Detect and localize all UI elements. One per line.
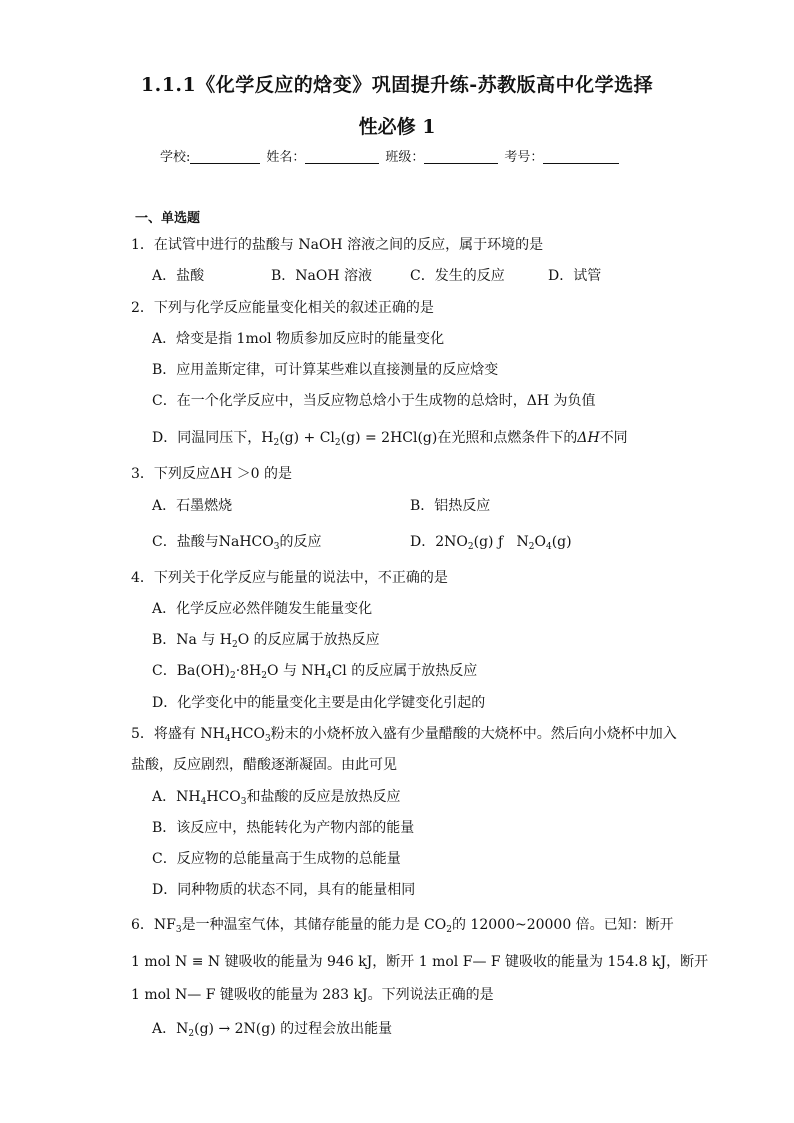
- q5-stem-line1: 5．将盛有 $NH_4HCO_3$粉末的小烧杯放入盛有少量醋酸的大烧杯中。然后向小烧杯中加入: [131, 726, 677, 744]
- q4-option-d: D．化学变化中的能量变化主要是由化学键变化引起的: [152, 695, 486, 711]
- q1-option-b: B．NaOH 溶液: [271, 268, 373, 284]
- q1-option-c: C．发生的反应: [410, 268, 505, 284]
- q6-option-a: A．$N_2(g) \to 2N(g)$ 的过程会放出能量: [152, 1021, 393, 1039]
- class-blank[interactable]: [424, 149, 498, 164]
- q4-stem: 4．下列关于化学反应与能量的说法中，不正确的是: [131, 570, 448, 586]
- document-title-line2: 性必修 1: [358, 116, 436, 138]
- name-blank[interactable]: [305, 149, 379, 164]
- q5-option-d: D．同种物质的状态不同，具有的能量相同: [152, 882, 416, 898]
- name-label: 姓名：: [266, 150, 306, 165]
- q6-stem-line2: 1 mol N ≡ N 键吸收的能量为 946 kJ，断开 1 mol F— F 键吸收的能量为 154.8 kJ，断开: [131, 954, 709, 970]
- q2-option-d: D．同温同压下，$H_2(g) + Cl_2(g) = 2HCl(g)$在光照和点燃条件下的ΔH不同: [152, 430, 628, 448]
- q1-option-d: D．试管: [548, 268, 602, 284]
- q2-stem: 2．下列与化学反应能量变化相关的叙述正确的是: [131, 300, 434, 316]
- q4-option-a: A．化学反应必然伴随发生能量变化: [152, 601, 373, 617]
- exam-number-blank[interactable]: [543, 149, 619, 164]
- q2-option-c: C．在一个化学反应中，当反应物总焓小于生成物的总焓时，ΔH 为负值: [152, 393, 596, 409]
- school-label: 学校:: [160, 150, 191, 165]
- q4-option-b: B．Na 与 $H_2O$ 的反应属于放热反应: [152, 632, 380, 650]
- q5-option-a: A．$NH_4HCO_3$和盐酸的反应是放热反应: [152, 789, 401, 807]
- q5-stem-line2: 盐酸，反应剧烈，醋酸逐渐凝固。由此可见: [131, 757, 397, 773]
- q1-option-a: A．盐酸: [152, 268, 205, 284]
- exam-number-label: 考号：: [504, 150, 544, 165]
- q5-option-c: C．反应物的总能量高于生成物的总能量: [152, 851, 401, 867]
- q3-option-a: A．石墨燃烧: [152, 498, 233, 514]
- q3-stem: 3．下列反应ΔH ＞0 的是: [131, 466, 293, 482]
- school-blank[interactable]: [190, 149, 260, 164]
- q3-option-d: D．$2NO_2(g)$ ƒ $N_2O_4(g)$: [410, 534, 572, 552]
- q5-option-b: B．该反应中，热能转化为产物内部的能量: [152, 820, 415, 836]
- document-title-line1: 1.1.1《化学反应的焓变》巩固提升练-苏教版高中化学选择: [140, 74, 654, 96]
- q6-stem-line1: 6．$NF_3$是一种温室气体，其储存能量的能力是 $CO_2$的 12000~20000 倍。已知：断开: [131, 917, 674, 935]
- q3-option-b: B．铝热反应: [410, 498, 491, 514]
- class-label: 班级：: [385, 150, 425, 165]
- q2-option-b: B．应用盖斯定律，可计算某些难以直接测量的反应焓变: [152, 362, 499, 378]
- q3-option-c: C．盐酸与NaHCO$_3$的反应: [152, 534, 322, 552]
- student-info-row: [160, 146, 625, 165]
- section-heading: 一、单选题: [135, 211, 201, 226]
- q1-stem: 1．在试管中进行的盐酸与 NaOH 溶液之间的反应，属于环境的是: [131, 237, 544, 253]
- q2-option-a: A．焓变是指 1mol 物质参加反应时的能量变化: [152, 331, 445, 347]
- q4-option-c: C．$Ba(OH)_2\cdot 8H_2O$ 与 $NH_4Cl$ 的反应属于放热反应: [152, 663, 478, 681]
- q6-stem-line3: 1 mol N— F 键吸收的能量为 283 kJ。下列说法正确的是: [131, 987, 494, 1003]
